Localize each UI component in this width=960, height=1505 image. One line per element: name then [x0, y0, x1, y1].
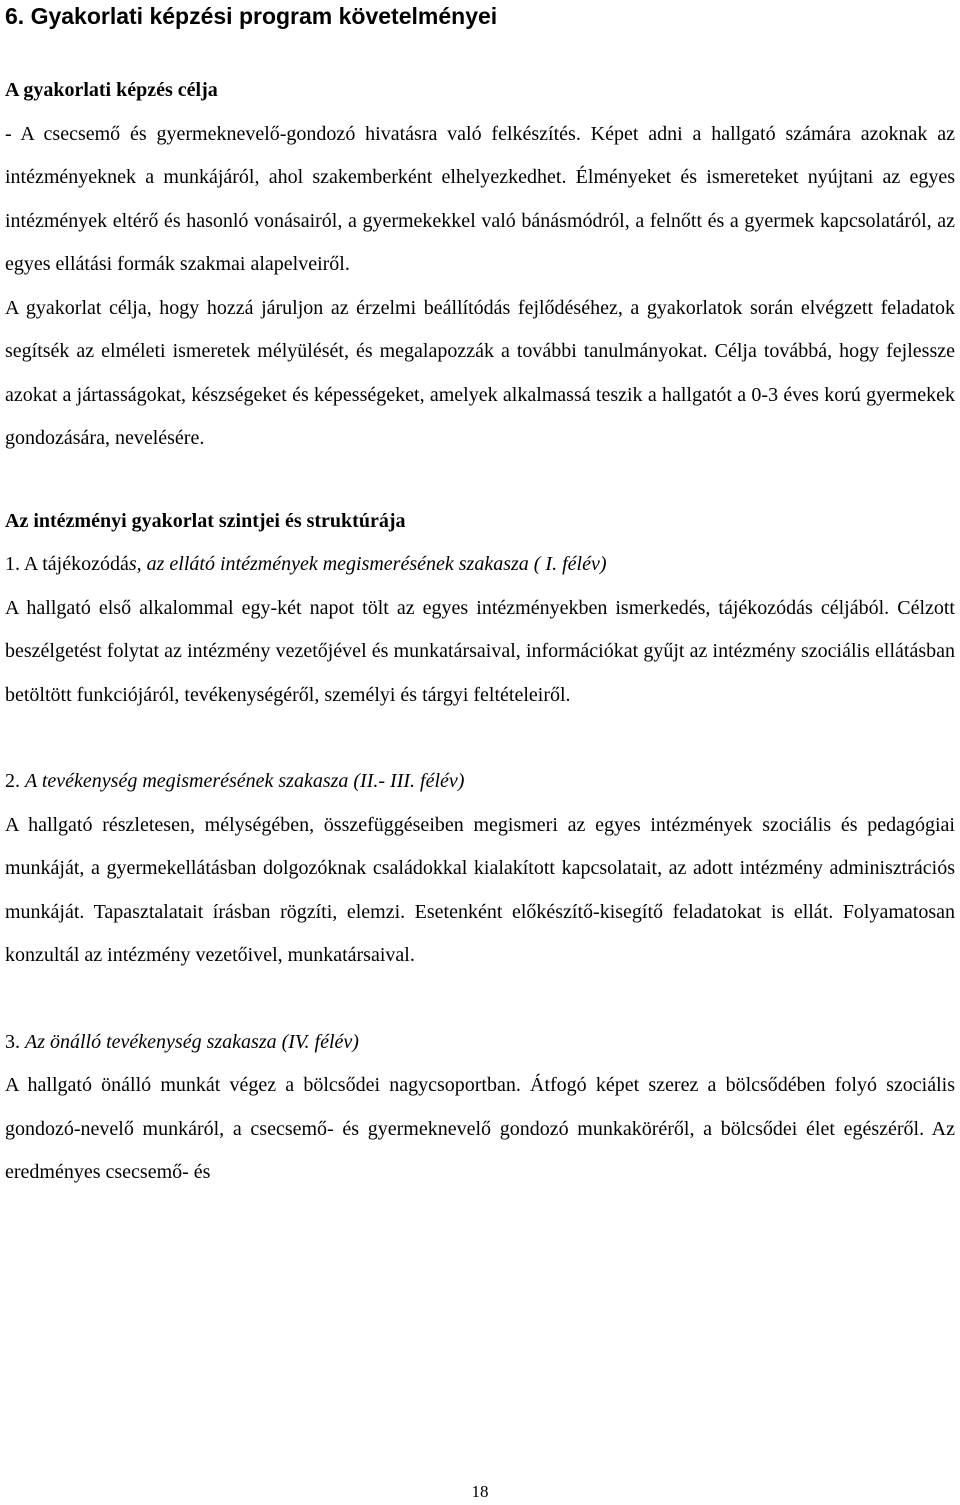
stage-2-title-italic: A tevékenység megismerésének szakasza (II.- III. félév) — [25, 770, 465, 792]
stage-2-body: A hallgató részletesen, mélységében, összefüggéseiben megismeri az egyes intézmények szociális és pedagógiai munkáját, a gyermekellátásban dolgozóknak családokkal kialakított kapcsolatait, az adott intézmény adminisztrációs munkáját. Tapasztalatait írásban rögzíti, elemzi. Esetenként előkészítő-kisegítő feladatokat is ellát. Folyamatosan konzultál az intézmény vezetőivel, munkatársaival. — [5, 813, 955, 966]
stage-3 — [5, 1021, 955, 1195]
stage-3-body: A hallgató önálló munkát végez a bölcsődei nagycsoportban. Átfogó képet szerez a bölcsődében folyó szociális gondozó-nevelő munkáról, a csecsemő- és gyermeknevelő gondozó munkaköréről, a bölcsődei élet egészéről. Az eredményes csecsemő- és — [5, 1074, 955, 1183]
stage-1-title-italic: s, az ellátó intézmények megismerésének szakasza ( I. félév) — [128, 553, 607, 575]
stage-3-title-plain: 3. — [5, 1030, 25, 1053]
purpose-paragraph-1: - A csecsemő és gyermeknevelő-gondozó hivatásra való felkészítés. Képet adni a hallgató számára azoknak az intézményeknek a munkájáról, ahol szakemberként elhelyezkedhet. Élményeket és ismereteket nyújtani az egyes intézmények eltérő és hasonló vonásairól, a gyermekekkel való bánásmódról, a felnőtt és a gyermek kapcsolatáról, az egyes ellátási formák szakmai alapelveiről. — [5, 122, 955, 275]
stage-1-title-plain: 1. A tájékozódá — [5, 553, 129, 575]
document-page — [5, 0, 955, 1195]
section-heading-purpose: A gyakorlati képzés célja — [5, 79, 218, 101]
stage-2-title-plain: 2. — [5, 770, 25, 792]
stage-3-title-italic: Az önálló tevékenység szakasza (IV. félév) — [25, 1030, 359, 1053]
stage-2-title — [5, 760, 955, 804]
spacer — [5, 978, 955, 1021]
stage-1-title — [5, 543, 955, 587]
page-number: 18 — [471, 1482, 489, 1501]
purpose-paragraph-2: A gyakorlat célja, hogy hozzá járuljon az érzelmi beállítódás fejlődéséhez, a gyakorlatok során elvégzett feladatok segítsék az elméleti ismeretek mélyülését, és megalapozzák a további tanulmányokat. Célja továbbá, hogy fejlessze azokat a jártasságokat, készségeket és képességeket, amelyek alkalmassá teszik a hallgatót a 0-3 éves korú gyermekek gondozására, nevelésére. — [5, 296, 955, 449]
stage-3-title — [5, 1021, 955, 1065]
section-heading-structure: Az intézményi gyakorlat szintjei és struktúrája — [5, 509, 406, 532]
stage-1-body: A hallgató első alkalommal egy-két napot tölt az egyes intézményekben ismerkedés, tájékozódás céljából. Célzott beszélgetést folytat az intézmény vezetőjével és munkatársaival, információkat gyűjt az intézmény szociális ellátásban betöltött funkciójáról, tevékenységéről, személyi és tárgyi feltételeiről. — [5, 596, 955, 706]
stage-1 — [5, 543, 955, 717]
spacer — [5, 717, 955, 760]
chapter-title: 6. Gyakorlati képzési program követelményei — [5, 3, 498, 29]
stage-2 — [5, 760, 955, 978]
